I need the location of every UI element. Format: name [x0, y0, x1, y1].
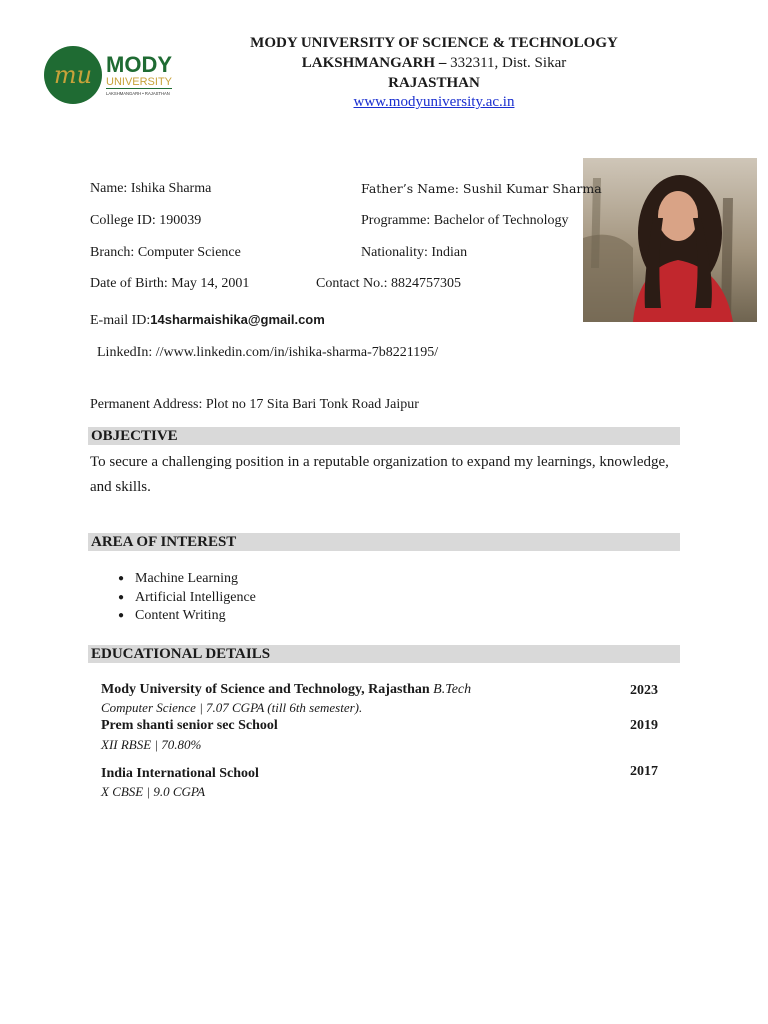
education-year: 2023 [630, 683, 658, 698]
university-name: MODY UNIVERSITY OF SCIENCE & TECHNOLOGY [250, 35, 618, 51]
programme-field: Programme: Bachelor of Technology [361, 213, 569, 228]
education-school: Mody University of Science and Technology, Rajasthan B.Tech [101, 682, 472, 697]
profile-photo [583, 158, 757, 322]
education-detail: XII RBSE | 70.80% [101, 737, 202, 752]
objective-title: OBJECTIVE [91, 428, 178, 444]
email-value[interactable]: 14sharmaishika@gmail.com [150, 312, 325, 327]
university-location [100, 54, 768, 74]
email-field [90, 311, 325, 330]
education-detail: Computer Science | 7.07 CGPA (till 6th semester). [101, 700, 363, 715]
svg-text:mu: mu [53, 61, 93, 89]
father-name-field: Father’s Name: Sushil Kumar Sharma [361, 181, 602, 196]
name-field: Name: Ishika Sharma [90, 181, 212, 196]
nationality-field: Nationality: Indian [361, 245, 468, 260]
logo-wordmark: MODY [106, 52, 172, 77]
website-link[interactable]: www.modyuniversity.ac.in [353, 94, 515, 110]
education-year: 2019 [630, 718, 658, 733]
city: LAKSHMANGARH – [301, 55, 447, 71]
objective-text: To secure a challenging position in a reputable organization to expand my learnings, knowledge, and skills. [90, 454, 669, 495]
branch-field: Branch: Computer Science [90, 245, 241, 260]
education-year: 2017 [630, 764, 658, 779]
address-field: Permanent Address: Plot no 17 Sita Bari Tonk Road Jaipur [90, 397, 419, 412]
education-school: Prem shanti senior sec School [101, 718, 278, 733]
contact-field: Contact No.: 8824757305 [316, 276, 462, 291]
interest-list [118, 570, 256, 626]
list-item: ● Artificial Intelligence [118, 589, 256, 608]
website-line [100, 93, 768, 113]
linkedin-field[interactable]: LinkedIn: //www.linkedin.com/in/ishika-sharma-7b8221195/ [97, 345, 439, 360]
logo-subword: UNIVERSITY [106, 76, 173, 88]
college-id-field: College ID: 190039 [90, 213, 202, 228]
education-detail: X CBSE | 9.0 CGPA [101, 784, 206, 799]
list-item: ● Machine Learning [118, 570, 256, 589]
education-degree: B.Tech [429, 682, 472, 697]
pin-district: 332311, Dist. Sikar [446, 55, 567, 71]
logo-tagline: LAKSHMANGARH • RAJASTHAN [106, 91, 170, 96]
list-item: ● Content Writing [118, 607, 256, 626]
education-title: EDUCATIONAL DETAILS [91, 646, 271, 662]
email-label: E-mail ID: [90, 313, 151, 328]
interest-title: AREA OF INTEREST [91, 534, 237, 550]
dob-field: Date of Birth: May 14, 2001 [90, 276, 250, 291]
education-school: India International School [101, 766, 259, 781]
university-state: RAJASTHAN [388, 75, 480, 91]
